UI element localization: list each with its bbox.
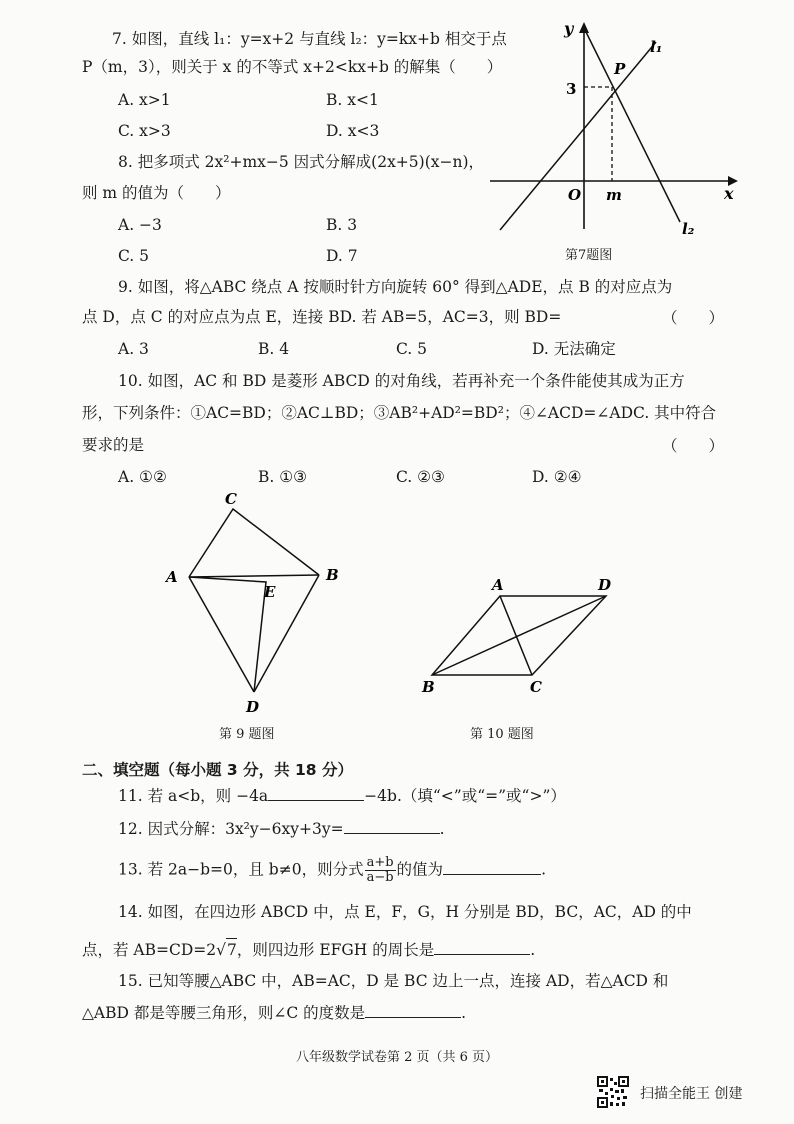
q11-answer-blank[interactable] — [268, 786, 364, 801]
fig9-label-e: E — [264, 583, 276, 601]
q15-line2 — [82, 1002, 466, 1024]
fig9-label-c: C — [225, 490, 237, 508]
label-3: 3 — [566, 80, 577, 98]
q13-text-end: . — [541, 860, 546, 879]
q10-option-c: C. ②③ — [396, 468, 445, 486]
q15-line1: 15. 已知等腰△ABC 中，AB=AC，D 是 BC 边上一点，连接 AD，若△ACD 和 — [118, 972, 669, 990]
q7-line1: 7. 如图，直线 l₁：y=x+2 与直线 l₂：y=kx+b 相交于点 — [112, 30, 507, 48]
figure-9-caption: 第 9 题图 — [219, 727, 275, 742]
q9-option-d: D. 无法确定 — [532, 340, 616, 358]
q8-option-a: A. −3 — [118, 216, 162, 234]
q10-line2: 形，下列条件：①AC=BD；②AC⊥BD；③AB²+AD²=BD²；④∠ACD=∠ADC. 其中符合 — [82, 404, 717, 422]
q13-denominator: a−b — [366, 870, 394, 885]
q7-option-c: C. x>3 — [118, 122, 171, 140]
q13-numerator: a+b — [366, 855, 394, 870]
q15-answer-blank[interactable] — [365, 1003, 461, 1018]
segment-ad — [189, 577, 254, 692]
label-x: x — [724, 184, 734, 203]
q14-answer-blank[interactable] — [434, 940, 530, 955]
diagonal-ac — [500, 596, 532, 675]
figure-9-diagram — [160, 484, 360, 720]
q9-option-b: B. 4 — [258, 340, 290, 358]
figure-10-caption: 第 10 题图 — [470, 727, 534, 742]
fig10-label-c: C — [530, 678, 542, 696]
page-footer: 八年级数学试卷第 2 页（共 6 页） — [295, 1050, 499, 1065]
q10-option-a: A. ①② — [118, 468, 167, 486]
scanner-brand-text: 扫描全能王 创建 — [640, 1086, 743, 1102]
segment-ab — [189, 575, 319, 577]
q7-option-d: D. x<3 — [326, 122, 380, 140]
q8-line1: 8. 把多项式 2x²+mx−5 因式分解成(2x+5)(x−n)， — [118, 153, 485, 171]
q7-option-b: B. x<1 — [326, 91, 379, 109]
q14-line2 — [82, 938, 535, 961]
label-l2: l₂ — [682, 220, 695, 236]
q12-text-pre: 12. 因式分解：3x²y−6xy+3y= — [118, 820, 344, 838]
q10-option-d: D. ②④ — [532, 468, 582, 486]
q15-text-end: . — [461, 1004, 467, 1022]
q8-line2: 则 m 的值为（ ） — [82, 184, 231, 202]
q9-option-a: A. 3 — [118, 340, 149, 358]
q7-option-a: A. x>1 — [118, 91, 171, 109]
q14-text-mid: ，则四边形 EFGH 的周长是 — [236, 941, 435, 959]
q14-line1: 14. 如图，在四边形 ABCD 中，点 E，F，G，H 分别是 BD，BC，AC，AD 的中 — [118, 903, 692, 921]
fig10-label-a: A — [492, 576, 504, 594]
q7-line2: P（m，3），则关于 x 的不等式 x+2<kx+b 的解集（ ） — [82, 58, 503, 76]
fig9-label-b: B — [326, 566, 339, 584]
label-origin: O — [568, 186, 582, 204]
q13-answer-blank[interactable] — [443, 860, 541, 875]
q8-option-d: D. 7 — [326, 247, 358, 265]
fig9-label-a: A — [166, 568, 178, 586]
figure-7-graph — [484, 14, 746, 236]
q10-option-b: B. ①③ — [258, 468, 308, 486]
label-m: m — [606, 186, 622, 204]
q9-line1: 9. 如图，将△ABC 绕点 A 按顺时针方向旋转 60° 得到△ADE，点 B 的对应点为 — [118, 278, 673, 296]
label-p: P — [614, 60, 626, 78]
fig10-label-b: B — [422, 678, 435, 696]
figure-7-caption: 第7题图 — [565, 248, 613, 263]
sqrt-sign: √ — [216, 941, 227, 959]
q9-option-c: C. 5 — [396, 340, 428, 358]
q13 — [118, 856, 546, 885]
fig9-label-d: D — [246, 698, 260, 716]
line-l2 — [586, 32, 680, 222]
q12-answer-blank[interactable] — [344, 819, 440, 834]
label-l1: l₁ — [650, 38, 663, 56]
q8-option-c: C. 5 — [118, 247, 150, 265]
q8-option-b: B. 3 — [326, 216, 358, 234]
q13-text-post: 的值为 — [396, 860, 444, 879]
figure-10-diagram — [410, 572, 630, 702]
fig10-label-d: D — [598, 576, 612, 594]
q13-fraction — [365, 856, 396, 885]
y-axis-arrow — [579, 22, 589, 33]
q9-answer-paren: （ ） — [662, 309, 725, 327]
q12 — [118, 818, 445, 840]
segment-ac-cb — [189, 509, 319, 577]
section-2-heading: 二、填空题（每小题 3 分，共 18 分） — [82, 761, 353, 779]
q11-text-post: −4b.（填“<”或“=”或“>”） — [364, 787, 566, 805]
q10-line3: 要求的是 — [82, 436, 145, 454]
q15-text-pre: △ABD 都是等腰三角形，则∠C 的度数是 — [82, 1004, 366, 1022]
q13-text-pre: 13. 若 2a−b=0，且 b≠0，则分式 — [118, 860, 364, 879]
qr-code-icon — [597, 1076, 629, 1108]
q12-text-post: . — [439, 820, 445, 838]
segment-ae-ed — [189, 577, 266, 692]
q10-line1: 10. 如图，AC 和 BD 是菱形 ABCD 的对角线，若再补充一个条件能使其成为正方 — [118, 372, 685, 390]
diagonal-bd — [432, 596, 606, 675]
q11 — [118, 785, 566, 807]
q9-line2: 点 D，点 C 的对应点为点 E，连接 BD. 若 AB=5，AC=3，则 BD= — [82, 308, 562, 326]
q11-text-pre: 11. 若 a<b，则 −4a — [118, 787, 269, 805]
q14-text-end: . — [530, 941, 536, 959]
q14-text-pre: 点，若 AB=CD=2 — [82, 941, 217, 959]
q10-answer-paren: （ ） — [662, 437, 725, 455]
q14-radicand: 7 — [226, 938, 237, 961]
label-y: y — [564, 19, 574, 38]
